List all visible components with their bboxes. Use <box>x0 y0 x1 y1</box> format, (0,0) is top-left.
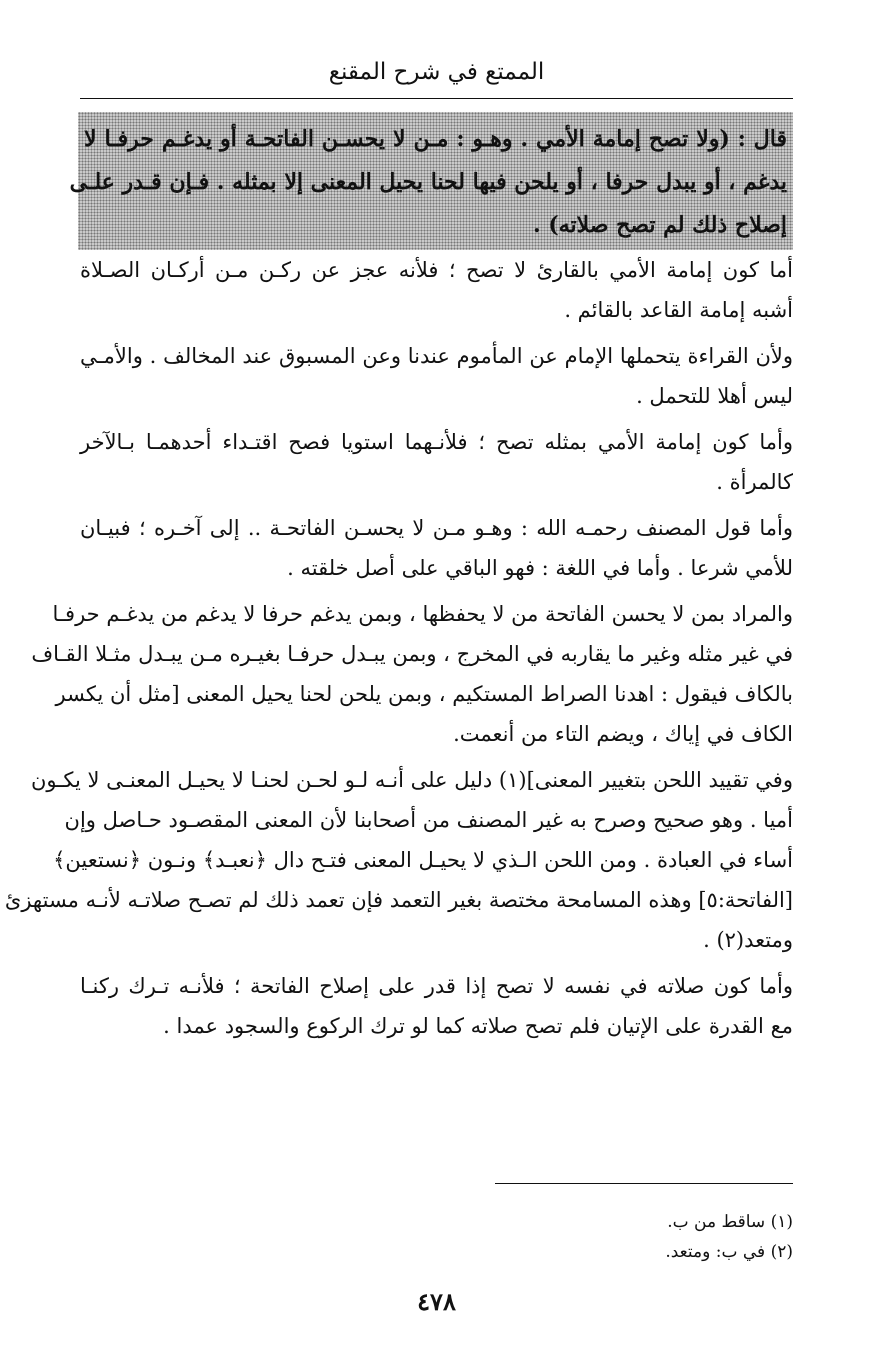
paragraph <box>80 250 793 330</box>
text-line: [الفاتحة:٥] وهذه المسامحة مختصة بغير التعمد فإن تعمد ذلك لم تصـح صلاتـه لأنـه مستهزئ <box>4 888 793 912</box>
text-line: كالمرأة . <box>716 470 793 494</box>
matn-line: إصلاح ذلك لم تصح صلاته) . <box>533 212 787 238</box>
paragraph <box>31 594 793 754</box>
text-line: وفي تقييد اللحن بتغيير المعنى](١) دليل على أنـه لـو لحـن لحنـا لا يحيـل المعنـى لا يكـون <box>30 768 793 792</box>
running-header: الممتع في شرح المقنع <box>328 59 545 85</box>
matn-line: يدغم ، أو يبدل حرفا ، أو يلحن فيها لحنا يحيل المعنى إلا بمثله . فـإن قـدر علـى <box>69 169 787 195</box>
text-line: أساء في العبادة . ومن اللحن الـذي لا يحيـل المعنى فتـح دال ﴿نعبـد﴾ ونـون ﴿نستعين﴾ <box>53 848 793 872</box>
text-line: أما كون إمامة الأمي بالقارئ لا تصح ؛ فلأنه عجز عن ركـن مـن أركـان الصـلاة <box>80 258 793 282</box>
page-number: ٤٧٨ <box>417 1287 456 1316</box>
text-line: ليس أهلا للتحمل . <box>636 384 793 408</box>
footnote: (١) ساقط من ب. <box>667 1212 793 1232</box>
text-line: مع القدرة على الإتيان فلم تصح صلاته كما لو ترك الركوع والسجود عمدا . <box>163 1014 793 1038</box>
matn-line: قال : (ولا تصح إمامة الأمي . وهـو : مـن لا يحسـن الفاتحـة أو يدغـم حرفـا لا <box>84 126 787 152</box>
text-line: أميا . وهو صحيح وصرح به غير المصنف من أصحابنا لأن المعنى المقصـود حـاصل وإن <box>64 808 793 832</box>
text-line: وأما كون إمامة الأمي بمثله تصح ؛ فلأنـهما استويا فصح اقتـداء أحدهمـا بـالآخر <box>80 430 793 454</box>
text-line: ولأن القراءة يتحملها الإمام عن المأموم عندنا وعن المسبوق عند المخالف . والأمـي <box>80 344 793 368</box>
text-line: وأما كون صلاته في نفسه لا تصح إذا قدر على إصلاح الفاتحة ؛ فلأنـه تـرك ركنـا <box>80 974 793 998</box>
text-line: والمراد بمن لا يحسن الفاتحة من لا يحفظها ، وبمن يدغم حرفا لا يدغم من يدغـم حرفـا <box>52 602 793 626</box>
matn-highlight-box <box>69 112 793 250</box>
text-line: بالكاف فيقول : اهدنا الصراط المستكيم ، وبمن يلحن لحنا يحيل المعنى [مثل أن يكسر <box>55 682 793 706</box>
text-line: ومتعد(٢) . <box>703 928 793 952</box>
paragraph <box>80 966 793 1046</box>
header-rule <box>80 98 793 99</box>
paragraph <box>80 508 793 588</box>
paragraph <box>80 336 793 416</box>
paragraph <box>80 422 793 502</box>
footnotes <box>400 1207 793 1267</box>
paragraph <box>4 760 793 960</box>
footnote: (٢) في ب: ومتعد. <box>665 1242 793 1262</box>
commentary-body <box>4 250 793 1052</box>
text-line: في غير مثله وغير ما يقاربه في المخرج ، وبمن يبـدل حرفـا بغيـره مـن يبـدل مثـلا القـاف <box>31 642 793 666</box>
text-line: الكاف في إياك ، ويضم التاء من أنعمت. <box>453 722 793 746</box>
text-line: وأما قول المصنف رحمـه الله : وهـو مـن لا يحسـن الفاتحـة .. إلى آخـره ؛ فبيـان <box>80 516 793 540</box>
text-line: للأمي شرعا . وأما في اللغة : فهو الباقي على أصل خلقته . <box>287 556 793 580</box>
footnote-rule <box>495 1183 793 1184</box>
text-line: أشبه إمامة القاعد بالقائم . <box>564 298 793 322</box>
